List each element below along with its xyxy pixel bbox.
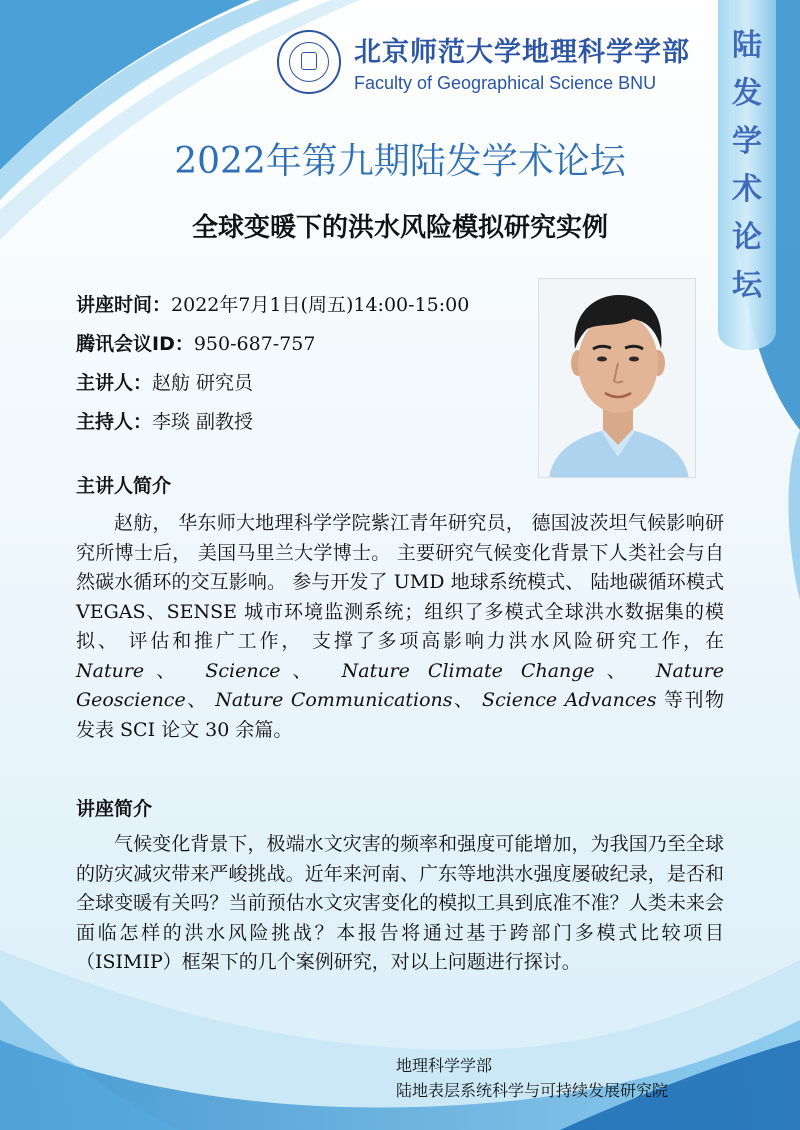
speaker-intro-part: 赵舫， 华东师大地理科学学院紫江青年研究员， 德国波茨坦气候影响研究所博士后， 美国马里兰大学博士。 主要研究气候变化背景下人类社会与自然碳水循环的交互影响。 参与开发了 UMD 地球系统模式、 陆地碳循环模式 VEGAS、SENSE 城市环境监测系统；组织了多模式全球洪水数据集的模拟、 评估和推广工作， 支撑了多项高影响力洪水风险研究工作，在 bbox=[76, 512, 724, 652]
speaker-label: 主讲人： bbox=[76, 372, 153, 394]
lecture-time-label: 讲座时间： bbox=[76, 294, 172, 316]
meeting-id-label: 腾讯会议ID： bbox=[76, 333, 194, 355]
speaker-intro-text bbox=[76, 509, 724, 745]
banner-char: 论 bbox=[732, 220, 762, 255]
banner-char: 陆 bbox=[732, 28, 762, 63]
journal-name: Nature bbox=[76, 659, 145, 682]
lecture-intro-text: 气候变化背景下，极端水文灾害的频率和强度可能增加，为我国乃至全球的防灾减灾带来严峻挑战。近年来河南、广东等地洪水强度屡破纪录，是否和全球变暖有关吗？当前预估水文灾害变化的模拟工具到底准不准？人类未来会面临怎样的洪水风险挑战？本报告将通过基于跨部门多模式比较项目（ISIMIP）框架下的几个案例研究，对以上问题进行探讨。 bbox=[76, 833, 724, 973]
lecture-time-value: 2022年7月1日(周五)14:00-15:00 bbox=[171, 294, 470, 316]
journal-name: Nature Communications bbox=[215, 689, 453, 711]
speaker-value: 赵舫 研究员 bbox=[152, 372, 254, 394]
organizer-footer bbox=[396, 1053, 668, 1103]
separator: 、 bbox=[452, 689, 483, 711]
separator: 、 bbox=[185, 689, 216, 711]
meeting-id bbox=[76, 329, 315, 356]
banner-char: 术 bbox=[732, 172, 762, 207]
journal-name: Science Advances bbox=[482, 689, 657, 711]
speaker-intro-heading: 主讲人简介 bbox=[76, 475, 172, 497]
speaker-photo bbox=[538, 278, 696, 478]
org-name-en: Faculty of Geographical Science BNU bbox=[354, 73, 657, 93]
speaker-intro-part: 等刊物发表 SCI 论文 30 余篇。 bbox=[76, 689, 724, 741]
banner-char: 坛 bbox=[732, 268, 762, 303]
meeting-id-value: 950-687-757 bbox=[193, 333, 316, 355]
host-label: 主持人： bbox=[76, 411, 153, 433]
host-value: 李琰 副教授 bbox=[152, 411, 254, 433]
forum-title: 2022年第九期陆发学术论坛 bbox=[174, 141, 626, 182]
lecture-title: 全球变暖下的洪水风险模拟研究实例 bbox=[191, 213, 608, 243]
organizer-line: 陆地表层系统科学与可持续发展研究院 bbox=[396, 1081, 669, 1100]
journal-name: Nature Climate Change bbox=[341, 659, 595, 682]
org-name-cn: 北京师范大学地理科学学部 bbox=[354, 37, 690, 68]
separator: 、 bbox=[280, 659, 342, 682]
separator: 、 bbox=[594, 659, 656, 682]
host bbox=[76, 407, 253, 434]
lecture-intro-heading: 讲座简介 bbox=[76, 798, 153, 820]
banner-char: 发 bbox=[732, 76, 762, 111]
journal-name: Nature Geoscience bbox=[76, 659, 725, 711]
speaker bbox=[76, 368, 253, 395]
organizer-line: 地理科学学部 bbox=[396, 1056, 493, 1075]
journal-name: Science bbox=[205, 659, 281, 682]
lecture-time bbox=[76, 290, 469, 317]
bnu-logo bbox=[277, 30, 341, 94]
banner-char: 学 bbox=[732, 124, 762, 159]
separator: 、 bbox=[144, 659, 206, 682]
